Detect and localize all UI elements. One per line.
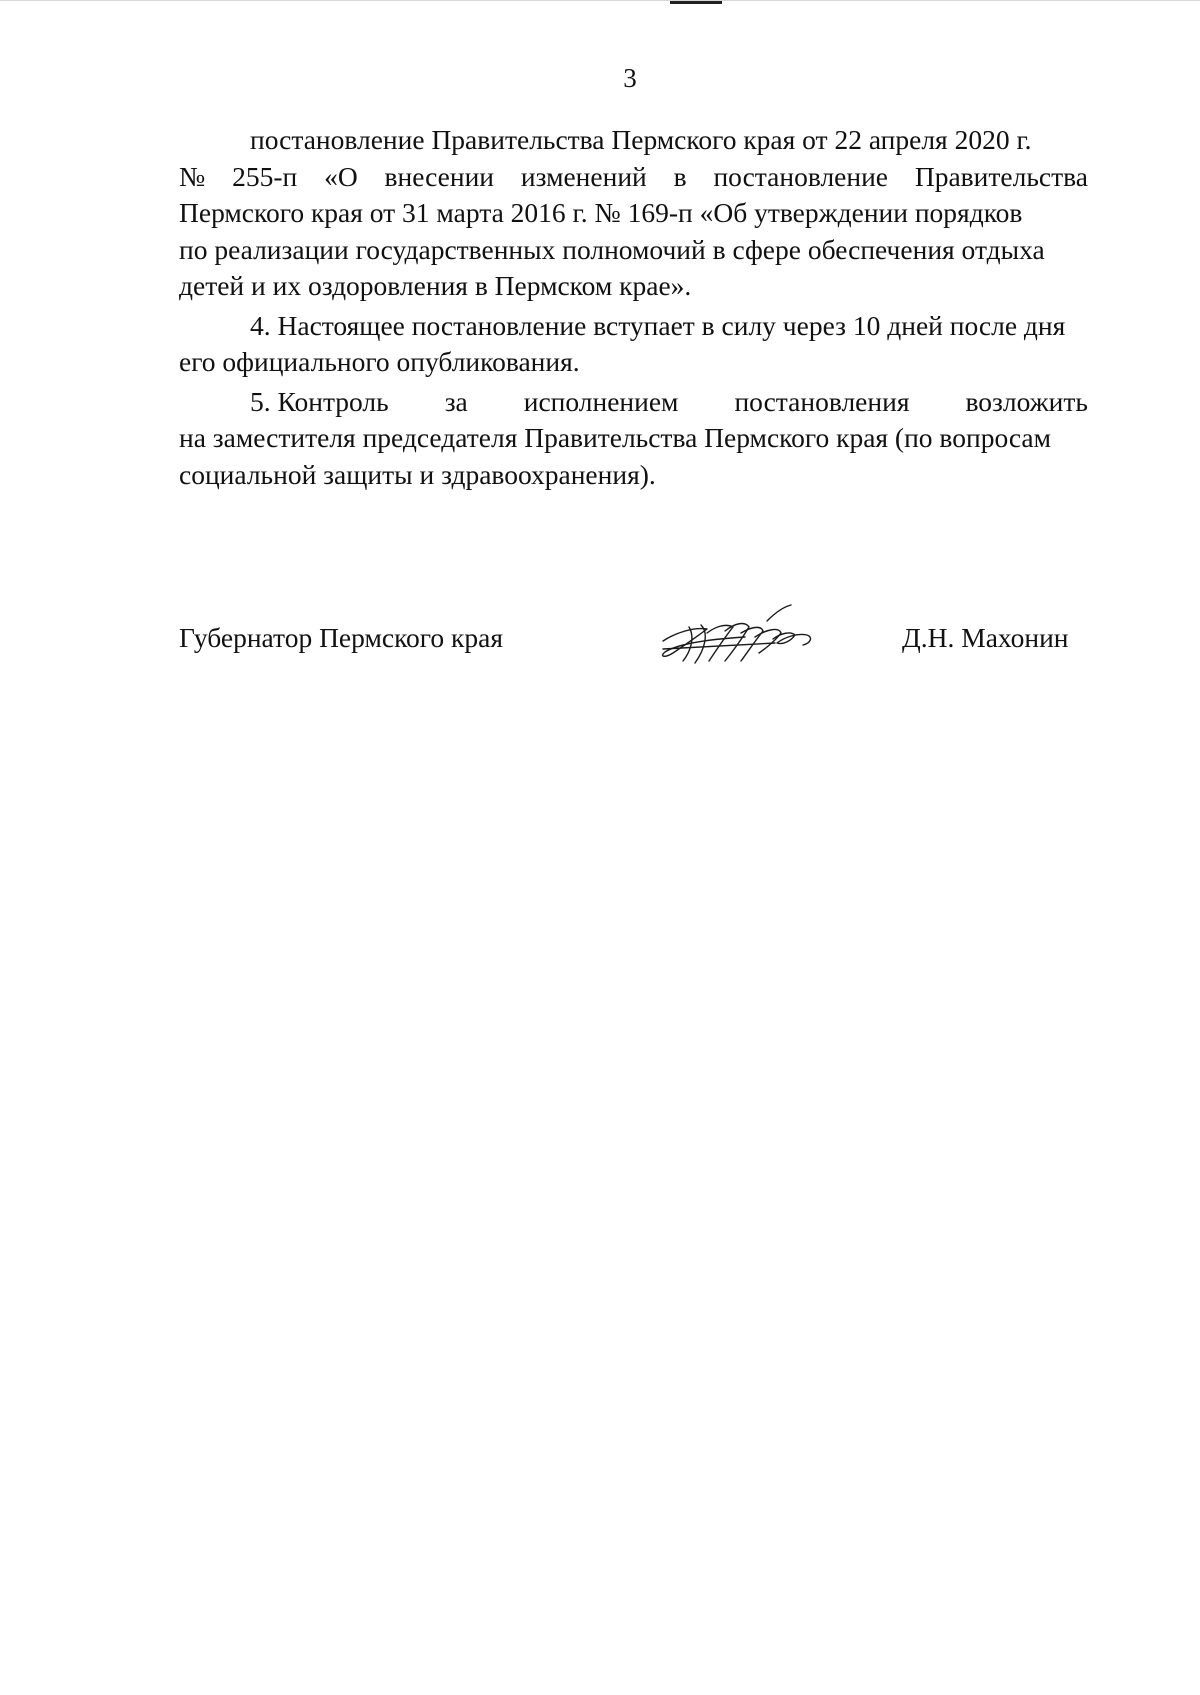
word: 5. Контроль — [250, 385, 389, 417]
word: изменений — [520, 160, 647, 192]
word: постановления — [734, 385, 910, 417]
signatory-name: Д.Н. Махонин — [902, 622, 1069, 653]
text-line: по реализации государственных полномочий в сфере обеспечения отдыха — [179, 233, 1045, 265]
page-number: 3 — [623, 63, 637, 93]
word: № — [179, 160, 206, 192]
word: за — [444, 385, 468, 417]
paragraph-effective-date — [179, 308, 1088, 381]
document-body — [179, 122, 1088, 493]
text-line: на заместителя председателя Правительства Пермского края (по вопросам — [179, 422, 1052, 453]
word: «О — [324, 160, 358, 192]
text-line: Пермского края от 31 марта 2016 г. № 169-п «Об утверждении порядков — [179, 197, 1023, 228]
word: возложить — [965, 385, 1088, 417]
word: исполнением — [523, 385, 679, 417]
word: внесении — [384, 160, 495, 192]
word: Правительства — [914, 160, 1088, 192]
text-line-content: постановление Правительства Пермского края от 22 апреля 2020 г. — [250, 124, 1032, 155]
signatory-position: Губернатор Пермского края — [179, 622, 503, 653]
text-line: 4. Настоящее постановление вступает в силу через 10 дней после дня — [250, 309, 1066, 341]
justified-line — [179, 159, 1088, 196]
paragraph-amendment-reference — [179, 122, 1088, 305]
word: постановление — [713, 160, 889, 192]
justified-line — [179, 384, 1088, 421]
scan-edge-mark — [670, 1, 722, 4]
handwritten-signature-icon — [655, 597, 835, 669]
text-line: детей и их оздоровления в Пермском крае». — [179, 270, 692, 301]
text-line: его официального опубликования. — [179, 346, 580, 377]
paragraph-control — [179, 384, 1088, 494]
word: 255-п — [232, 160, 298, 192]
text-line — [179, 122, 1088, 159]
word: в — [673, 160, 687, 192]
text-line: социальной защиты и здравоохранения). — [179, 458, 656, 490]
